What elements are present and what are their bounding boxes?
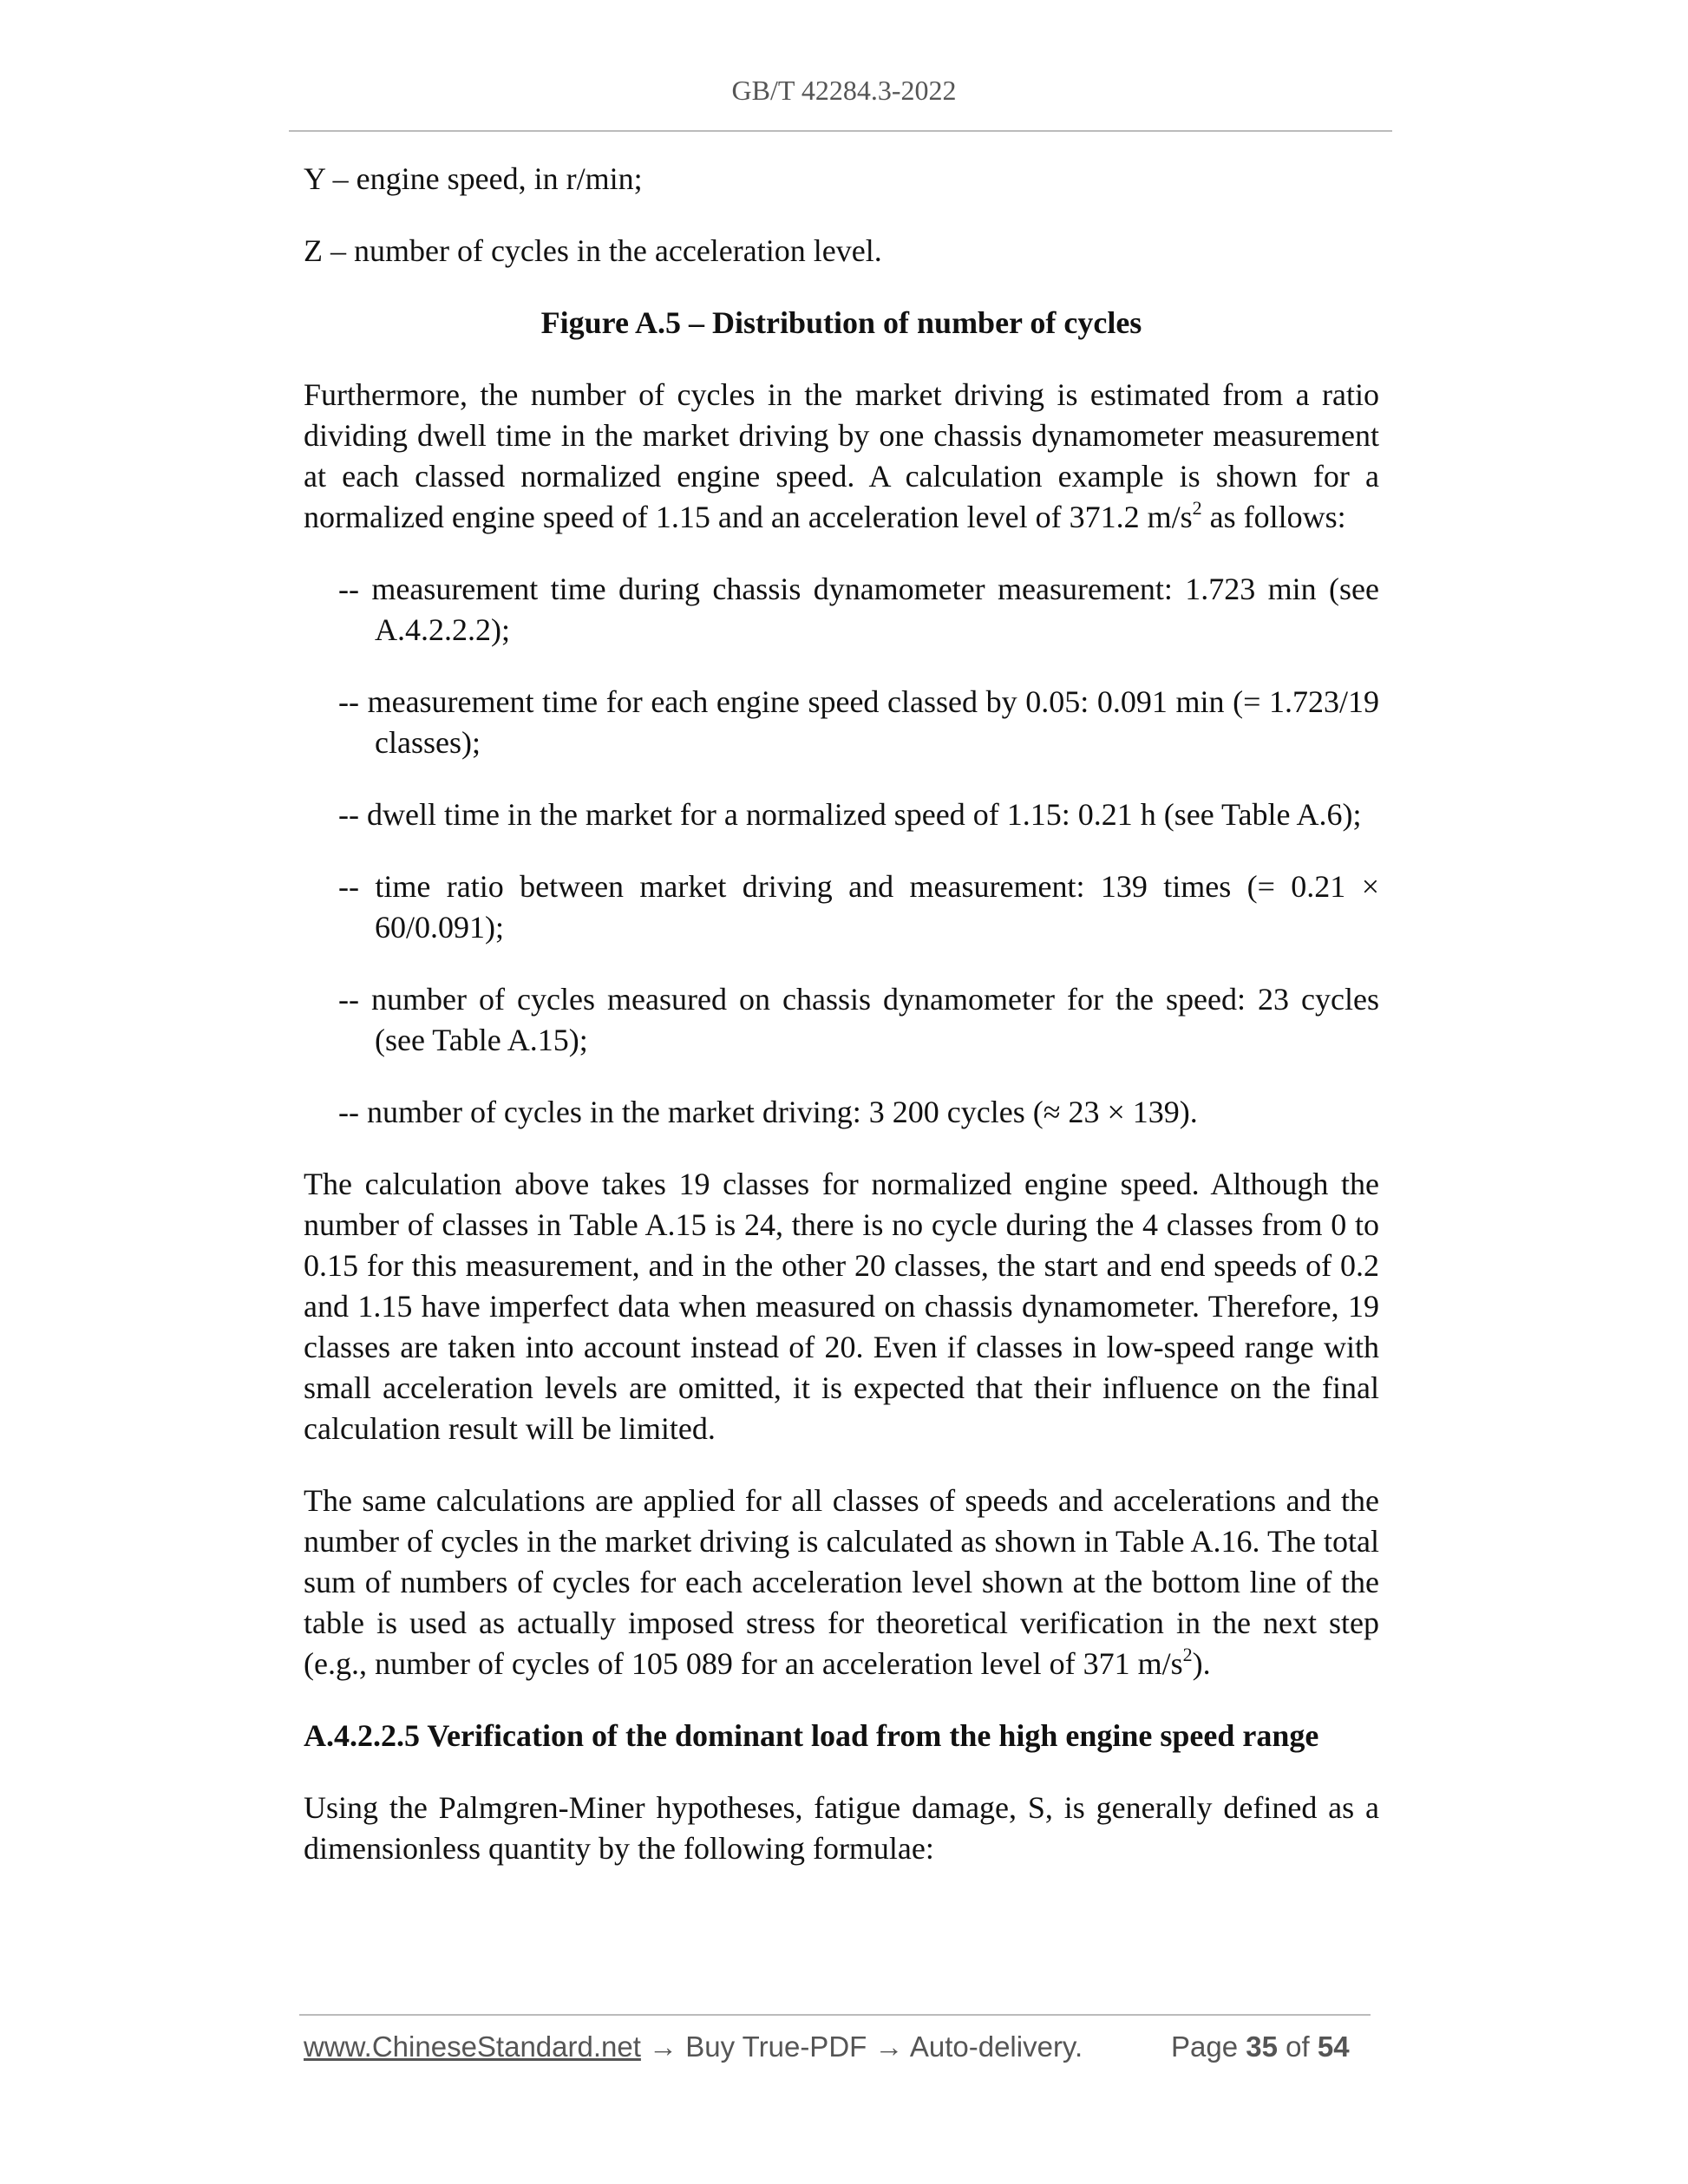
paragraph-table-a16-tail: ).: [1192, 1646, 1211, 1681]
auto-delivery-text: Auto-delivery.: [909, 2030, 1083, 2063]
superscript: 2: [1192, 497, 1202, 519]
section-heading: A.4.2.2.5 Verification of the dominant load from the high engine speed range: [304, 1718, 1319, 1753]
legend-y: Y – engine speed, in r/min;: [304, 161, 643, 196]
paragraph-table-a16: [304, 1481, 1379, 1684]
page-total: 54: [1317, 2030, 1350, 2063]
document-header: [0, 75, 1688, 107]
buy-pdf-text: Buy True-PDF: [685, 2030, 867, 2063]
list-item: -- dwell time in the market for a normalized speed of 1.15: 0.21 h (see Table A.6);: [338, 797, 1362, 832]
list-item: -- number of cycles measured on chassis dynamometer for the speed: 23 cycles (see Table A.15);: [338, 982, 1379, 1057]
paragraph-intro: [304, 375, 1379, 538]
paragraph-classes: The calculation above takes 19 classes for normalized engine speed. Although the number of classes in Table A.15 is 24, there is no cycle during the 4 classes from 0 to 0.15 for this measurement, and in the other 20 classes, the start and end speeds of 0.2 and 1.15 have imperfect data when measured on chassis dynamometer. Therefore, 19 classes are taken into account instead of 20. Even if classes in low-speed range with small acceleration levels are omitted, it is expected that their influence on the final calculation result will be limited.: [304, 1167, 1379, 1446]
footer-links: [304, 2030, 1083, 2063]
figure-caption: Figure A.5 – Distribution of number of cycles: [540, 305, 1142, 340]
page-label: Page: [1171, 2030, 1239, 2063]
list-item: -- measurement time during chassis dynamometer measurement: 1.723 min (see A.4.2.2.2);: [338, 572, 1379, 647]
page-number: [1171, 2030, 1350, 2063]
page-of: of: [1286, 2030, 1310, 2063]
superscript: 2: [1182, 1644, 1193, 1665]
page-body: [304, 159, 1379, 1869]
standard-number: GB/T 42284.3-2022: [731, 75, 957, 106]
paragraph-intro-tail: as follows:: [1201, 500, 1346, 534]
list-item: -- number of cycles in the market driving: 3 200 cycles (≈ 23 × 139).: [338, 1095, 1198, 1129]
list-item: -- measurement time for each engine speed classed by 0.05: 0.091 min (= 1.723/19 classes);: [338, 684, 1379, 760]
paragraph-table-a16-text: The same calculations are applied for all classes of speeds and accelerations and the number of cycles in the market driving is calculated as shown in Table A.16. The total sum of numbers of cycles for each acceleration level shown at the bottom line of the table is used as actually imposed stress for theoretical verification in the next step (e.g., number of cycles of 105 089 for an acceleration level of 371 m/s: [304, 1483, 1379, 1681]
arrow-icon: →: [640, 2030, 686, 2063]
footer-divider: [299, 2014, 1371, 2016]
website-link[interactable]: www.ChineseStandard.net: [304, 2030, 641, 2063]
paragraph-palmgren-miner: Using the Palmgren-Miner hypotheses, fatigue damage, S, is generally defined as a dimensionless quantity by the following formulae:: [304, 1790, 1379, 1866]
arrow-icon: →: [867, 2030, 910, 2063]
legend-z: Z – number of cycles in the acceleration level.: [304, 233, 882, 268]
list-item: -- time ratio between market driving and measurement: 139 times (= 0.21 × 60/0.091);: [338, 869, 1379, 945]
page-current: 35: [1246, 2030, 1278, 2063]
header-divider: [289, 130, 1392, 132]
paragraph-intro-text: Furthermore, the number of cycles in the market driving is estimated from a ratio dividing dwell time in the market driving by one chassis dynamometer measurement at each classed normalized engine speed. A calculation example is shown for a normalized engine speed of 1.15 and an acceleration level of 371.2 m/s: [304, 377, 1379, 534]
calculation-steps: [304, 569, 1379, 1133]
